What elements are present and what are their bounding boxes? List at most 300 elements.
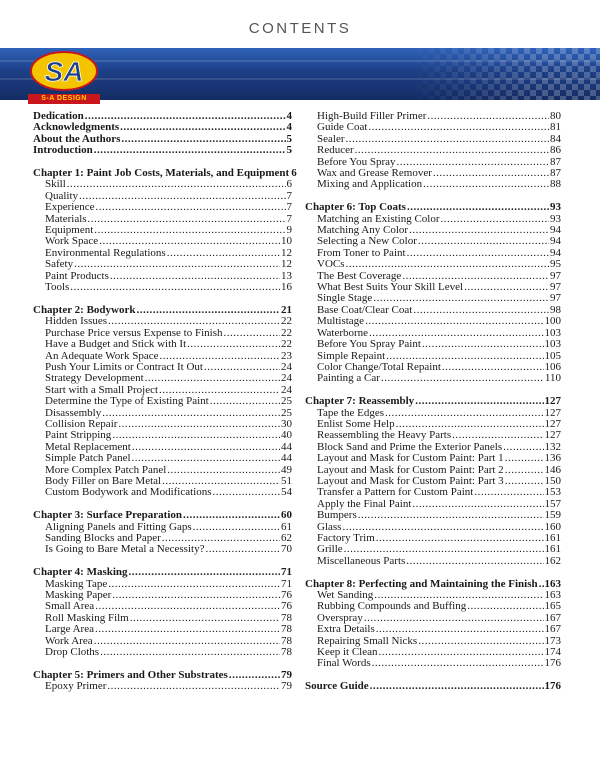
toc-entry-title: Layout and Mask for Custom Paint: Part 1 [317,452,504,465]
toc-dot-leader [112,430,280,441]
toc-page-number: 44 [281,440,292,453]
toc-entry-title: Wax and Grease Remover [317,167,432,180]
toc-dot-leader [67,179,286,190]
toc-entry-title: Determine the Type of Existing Paint [45,395,209,408]
toc-entry-title: Matching Any Color [317,224,409,237]
toc-page-number: 51 [281,474,292,487]
toc-page-number: 87 [550,167,561,180]
toc-entry-title: Before You Spray Paint [317,338,421,351]
toc-dot-leader [100,647,280,658]
toc-entry-title: Environmental Regulations [45,246,166,259]
toc-entry-title: Painting a Car [317,372,380,385]
toc-dot-leader [427,111,549,122]
toc-page-number: 87 [550,155,561,168]
toc-dot-leader [418,636,543,647]
toc-entry-title: Color Change/Total Repaint [317,360,441,373]
toc-page-number: 161 [544,532,561,544]
toc-entry-title: Custom Bodywork and Modifications [45,486,212,499]
toc-dot-leader [132,442,280,453]
toc-entry-title: Strategy Development [45,372,144,385]
toc-dot-leader [345,134,549,145]
toc-dot-leader [229,670,280,681]
toc-page-number: 159 [544,509,561,522]
toc-page-number: 44 [281,452,292,465]
toc-entry-title: Block Sand and Prime the Exterior Panels [317,440,503,453]
toc-entry-title: Chapter 5: Primers and Other Substrates [33,668,228,681]
toc-dot-leader [193,522,280,533]
toc-entry-title: Chapter 3: Surface Preparation [33,509,182,522]
toc-entry-title: Grille [317,543,343,556]
toc-section-entry[interactable] [305,259,561,270]
toc-dot-leader [120,122,285,133]
toc-page-number: 127 [544,417,561,430]
toc-page-number: 93 [550,201,561,214]
toc-dot-leader [121,134,285,145]
toc-dot-leader [346,259,549,270]
toc-section-entry[interactable] [33,339,292,350]
toc-entry-title: Have a Budget and Stick with It [45,338,187,351]
toc-page-number: 176 [544,657,561,670]
toc-dot-leader [94,636,280,647]
toc-dot-leader [378,647,543,658]
toc-entry-title: Hidden Issues [45,315,108,328]
toc-dot-leader [145,373,280,384]
toc-entry-title: Safety [45,258,74,271]
toc-entry-title: Chapter 1: Paint Job Costs, Materials, and Equipment [33,167,290,180]
toc-dot-leader [95,624,280,635]
toc-page-number: 4 [286,121,292,134]
toc-section-entry[interactable] [305,533,561,544]
toc-page-number: 6 [286,178,292,191]
toc-dot-leader [94,145,286,156]
toc-dot-leader [70,282,280,293]
toc-page-number: 163 [544,589,561,602]
toc-dot-leader [422,339,544,350]
toc-dot-leader [95,202,285,213]
toc-entry-title: Miscellaneous Parts [317,554,406,567]
toc-entry-title: Multistage [317,315,365,328]
toc-dot-leader [407,248,549,259]
toc-section-entry[interactable] [33,202,292,213]
toc-page-number: 49 [281,463,292,476]
toc-entry-title: Tools [45,281,70,294]
toc-page-number: 93 [550,212,561,225]
toc-dot-leader [110,271,280,282]
toc-entry-title: Selecting a New Color [317,235,417,248]
toc-section-entry[interactable] [33,647,292,658]
toc-page-number: 94 [550,224,561,237]
toc-page-number: 132 [544,440,561,453]
toc-page-number: 86 [550,144,561,157]
toc-dot-leader [406,556,543,567]
toc-entry-title: The Best Coverage [317,269,402,282]
toc-entry-title: Keep it Clean [317,646,378,659]
toc-entry-title: Matching an Existing Color [317,212,440,225]
toc-page-number: 176 [544,680,561,693]
toc-section-entry[interactable] [33,487,292,498]
toc-page-number: 7 [286,189,292,202]
toc-entry-title: Masking Paper [45,589,112,601]
toc-entry-title: Masking Tape [45,577,108,590]
toc-page-number: 62 [281,531,292,544]
toc-entry-title: Work Space [45,235,99,248]
toc-entry-title: Purchase Price versus Expense to Finish [45,326,223,339]
toc-entry-title: Collision Repair [45,417,118,430]
toc-dot-leader [88,214,286,225]
toc-entry-title: Disassembly [45,406,102,419]
toc-page-number: 5 [286,144,292,157]
toc-dot-leader [441,214,549,225]
toc-entry-title: Large Area [45,623,94,636]
toc-entry-title: Aligning Panels and Fitting Gaps [45,520,192,533]
toc-chapter-entry[interactable] [33,510,292,521]
toc-dot-leader [418,236,549,247]
toc-page-number: 60 [281,509,292,522]
toc-entry-title: Mixing and Application [317,178,423,191]
toc-entry-title: Acknowledgments [33,121,120,134]
toc-chapter-entry[interactable] [33,567,292,578]
toc-entry-title: Guide Coat [317,121,368,134]
toc-dot-leader [132,453,280,464]
checkered-flag-pattern [410,48,600,100]
toc-entry-title: Waterborne [317,326,369,339]
toc-section-entry[interactable] [33,259,292,270]
toc-entry-title: Small Area [45,600,95,613]
toc-entry-title: Skill [45,178,66,191]
toc-entry-title: About the Authors [33,132,121,145]
toc-page-number: 12 [281,258,292,271]
toc-section-entry[interactable] [305,339,561,350]
toc-page-number: 78 [281,623,292,636]
toc-page-number: 100 [544,315,561,328]
toc-entry-title: Extra Details [317,623,375,636]
toc-entry-title: Overspray [317,611,363,624]
toc-page-number: 157 [544,497,561,510]
toc-section-entry[interactable] [305,624,561,635]
toc-section-entry[interactable] [305,179,561,190]
toc-entry-title: Push Your Limits or Contract It Out [45,360,203,373]
toc-page-number: 103 [544,326,561,339]
toc-entry-title: Quality [45,189,78,202]
toc-dot-leader [364,613,544,624]
toc-dot-leader [413,305,549,316]
toc-dot-leader [376,624,544,635]
toc-page-number: 105 [544,349,561,362]
toc-entry-title: Bumpers [317,509,357,522]
toc-section-entry[interactable] [33,373,292,384]
toc-page-number: 165 [544,600,561,613]
toc-dot-leader [368,122,549,133]
toc-entry-title: Chapter 2: Bodywork [33,303,136,316]
toc-dot-leader [187,339,280,350]
toc-page-number: 167 [544,611,561,624]
toc-section-entry[interactable] [305,510,561,521]
toc-dot-leader [129,567,280,578]
toc-entry-title: What Best Suits Your Skill Level [317,281,464,294]
toc-page-number: 24 [281,383,292,396]
toc-page-number: 98 [550,303,561,316]
toc-dot-leader [210,396,280,407]
sa-design-logo-icon [30,50,98,92]
toc-dot-leader [205,544,280,555]
toc-dot-leader [467,601,543,612]
toc-entry-title: Base Coat/Clear Coat [317,303,413,316]
toc-page-number: 79 [281,680,292,693]
toc-entry-title: Reducer [317,144,354,157]
toc-section-entry[interactable] [33,624,292,635]
toc-entry-title: Wet Sanding [317,589,374,602]
toc-right-column [305,111,561,693]
toc-section-entry[interactable] [33,271,292,282]
toc-entry-title: Layout and Mask for Custom Paint: Part 2 [317,463,504,476]
toc-dot-leader [409,225,549,236]
toc-entry-title: Work Area [45,634,93,647]
toc-page-number: 163 [544,577,561,590]
toc-entry-title: Metal Replacement [45,440,131,453]
toc-page-number: 173 [544,634,561,647]
toc-dot-leader [204,362,280,373]
toc-page-number: 76 [281,589,292,601]
toc-page-number: 160 [544,520,561,533]
toc-dot-leader [183,510,280,521]
toc-page-number: 5 [286,132,292,145]
toc-dot-leader [224,328,281,339]
toc-dot-leader [355,145,549,156]
toc-page-number: 70 [281,543,292,556]
toc-page-number: 40 [281,429,292,442]
toc-page-number: 103 [544,338,561,351]
toc-page-number: 30 [281,417,292,430]
toc-dot-leader [505,465,544,476]
toc-entry-title: Transfer a Pattern for Custom Paint [317,486,474,499]
toc-entry-title: Glass [317,520,342,533]
toc-entry-title: Layout and Mask for Custom Paint: Part 3 [317,474,504,487]
toc-entry-title: Materials [45,212,87,225]
toc-page-number: 94 [550,235,561,248]
toc-page-number: 78 [281,634,292,647]
toc-dot-leader [503,442,543,453]
toc-page-number: 167 [544,623,561,636]
toc-section-entry[interactable] [305,373,561,384]
toc-entry-title: Repairing Small Nicks [317,634,418,647]
toc-entry-title: Simple Repaint [317,349,386,362]
toc-entry-title: Chapter 7: Reassembly [305,395,415,408]
toc-dot-leader [167,248,280,259]
toc-page-number: 21 [281,303,292,316]
toc-page-number: 71 [281,566,292,579]
toc-page-number: 54 [281,486,292,499]
toc-page-number: 81 [550,121,561,134]
toc-entry-title: Rubbing Compounds and Buffing [317,600,467,613]
toc-dot-leader [412,499,543,510]
toc-dot-leader [505,476,544,487]
toc-section-entry[interactable] [33,396,292,407]
toc-page-number: 80 [550,110,561,122]
toc-entry-title: Single Stage [317,292,373,305]
toc-left-column [33,110,297,693]
toc-dot-leader [433,168,549,179]
toc-page-number: 12 [281,246,292,259]
logo-subtitle: S-A DESIGN [28,94,100,104]
toc-entry-title: Chapter 4: Masking [33,566,128,579]
toc-section-entry[interactable] [33,544,292,555]
toc-page-number: 150 [544,474,561,487]
toc-page-number: 22 [281,338,292,351]
toc-chapter-entry[interactable] [33,167,297,180]
toc-section-entry[interactable] [33,282,292,293]
toc-dot-leader [505,453,544,464]
toc-page-number: 97 [550,281,561,294]
toc-entry-title: Start with a Small Project [45,383,159,396]
toc-entry-title: Equipment [45,224,94,237]
toc-page-number: 22 [281,326,292,339]
toc-section-entry[interactable] [33,316,292,327]
toc-page-number: 25 [281,395,292,408]
toc-page-number: 110 [544,372,561,385]
toc-dot-leader [442,362,544,373]
toc-page-number: 61 [281,520,292,533]
toc-page-number: 24 [281,372,292,385]
toc-entry-title: Tape the Edges [317,406,385,419]
toc-page-number: 6 [291,167,297,180]
toc-section-entry[interactable] [305,658,561,669]
toc-entry-title: Drop Cloths [45,646,100,659]
toc-chapter-entry[interactable] [305,681,561,692]
toc-dot-leader [167,465,280,476]
toc-entry-title: Epoxy Primer [45,680,107,693]
toc-dot-leader [372,658,544,669]
toc-dot-leader [74,259,280,270]
toc-page-number: 88 [550,178,561,191]
toc-entry-title: Sealer [317,132,345,145]
toc-page-number: 9 [286,224,292,237]
toc-page-number: 161 [544,543,561,556]
toc-dot-leader [136,305,280,316]
toc-section-entry[interactable] [305,556,561,567]
toc-entry-title: Factory Trim [317,532,375,544]
logo-mark: SA [44,56,84,87]
toc-entry-title: Experience [45,201,95,214]
toc-page-number: 174 [544,646,561,659]
toc-entry-title: Final Words [317,657,371,670]
toc-page-number: 7 [286,201,292,214]
toc-dot-leader [94,225,285,236]
toc-page-number: 25 [281,406,292,419]
toc-page-number: 76 [281,600,292,613]
toc-chapter-entry[interactable] [33,145,292,156]
toc-chapter-entry[interactable] [305,202,561,213]
toc-entry-title: Source Guide [305,680,369,693]
toc-page-number: 94 [550,246,561,259]
toc-entry-title: Is Going to Bare Metal a Necessity? [45,543,205,556]
toc-dot-leader [376,533,544,544]
toc-entry-title: Chapter 6: Top Coats [305,201,406,214]
toc-dot-leader [370,681,544,692]
toc-dot-leader [102,408,280,419]
toc-dot-leader [107,681,280,692]
toc-page-number: 97 [550,292,561,305]
toc-dot-leader [539,579,544,590]
toc-dot-leader [130,613,280,624]
toc-entry-title: An Adequate Work Space [45,349,159,362]
toc-page-number: 146 [544,463,561,476]
toc-page-number: 23 [281,349,292,362]
toc-page-number: 78 [281,611,292,624]
toc-section-entry[interactable] [305,316,561,327]
toc-dot-leader [474,487,543,498]
toc-page-number: 16 [281,281,292,294]
toc-page-number: 7 [286,212,292,225]
toc-entry-title: Enlist Some Help [317,417,395,430]
toc-section-entry[interactable] [305,145,561,156]
toc-page-number: 13 [281,269,292,282]
toc-entry-title: Apply the Final Paint [317,497,412,510]
toc-section-entry[interactable] [33,453,292,464]
toc-entry-title: Before You Spray [317,155,396,168]
toc-dot-leader [79,191,286,202]
toc-entry-title: VOCs [317,258,345,271]
toc-page-number: 4 [286,110,292,122]
toc-page-number: 153 [544,486,561,499]
toc-page-number: 162 [544,554,561,567]
toc-page-number: 136 [544,452,561,465]
toc-dot-leader [407,202,549,213]
toc-entry-title: Introduction [33,144,93,157]
toc-page-number: 71 [281,577,292,590]
toc-entry-title: Reassembling the Heavy Parts [317,429,452,442]
toc-page-number: 97 [550,269,561,282]
toc-page-number: 127 [544,406,561,419]
toc-page-number: 127 [544,395,561,408]
toc-dot-leader [118,419,280,430]
toc-dot-leader [381,373,544,384]
toc-page-number: 22 [281,315,292,328]
toc-page-number: 24 [281,360,292,373]
toc-entry-title: Chapter 8: Perfecting and Maintaining the Finish [305,577,538,590]
toc-dot-leader [385,408,543,419]
toc-dot-leader [464,282,549,293]
toc-section-entry[interactable] [305,453,561,464]
toc-entry-title: Sanding Blocks and Paper [45,531,161,544]
toc-chapter-entry[interactable] [305,396,561,407]
toc-page-number: 10 [281,235,292,248]
toc-dot-leader [213,487,280,498]
page-title: CONTENTS [248,20,352,37]
toc-entry-title: Dedication [33,110,84,122]
toc-dot-leader [108,579,280,590]
toc-page-number: 79 [281,668,292,681]
toc-entry-title: Paint Products [45,269,109,282]
toc-entry-title: More Complex Patch Panel [45,463,167,476]
toc-entry-title: Roll Masking Film [45,611,129,624]
toc-page-number: 106 [544,360,561,373]
toc-page-number: 95 [550,258,561,271]
toc-entry-title: Body Filler on Bare Metal [45,474,162,487]
toc-dot-leader [423,179,549,190]
toc-section-entry[interactable] [33,681,292,692]
toc-dot-leader [112,590,280,601]
toc-entry-title: Simple Patch Panel [45,452,131,465]
toc-page-number: 84 [550,132,561,145]
toc-entry-title: High-Build Filler Primer [317,110,427,122]
toc-dot-leader [108,316,280,327]
toc-entry-title: Paint Stripping [45,429,112,442]
toc-page-number: 127 [544,429,561,442]
toc-page-number: 78 [281,646,292,659]
toc-dot-leader [365,316,543,327]
toc-entry-title: From Toner to Paint [317,246,406,259]
toc-dot-leader [358,510,544,521]
